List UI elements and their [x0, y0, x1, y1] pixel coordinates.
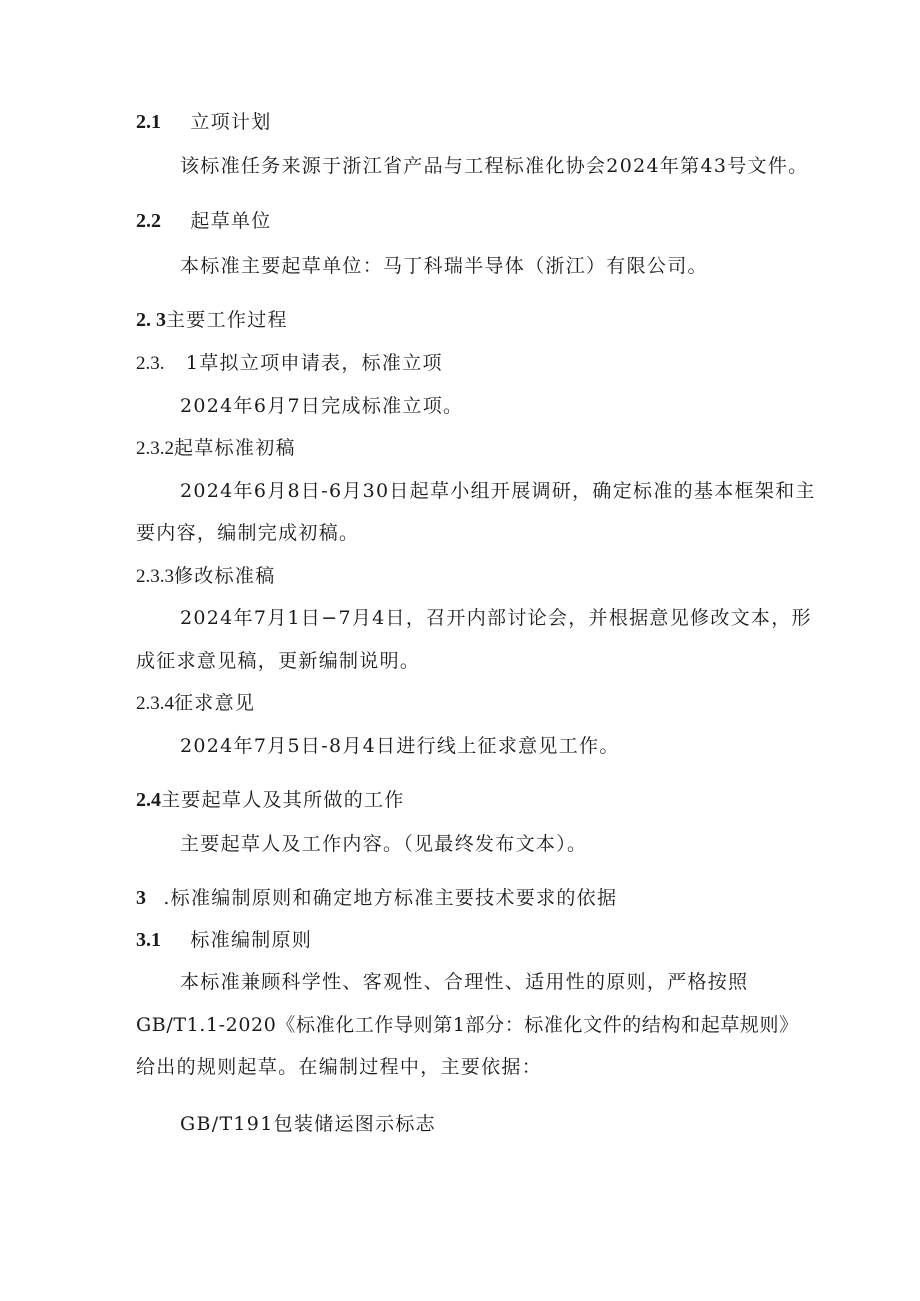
heading-number: 3.1	[136, 929, 161, 951]
paragraph-2-1: 该标准任务来源于浙江省产品与工程标准化协会2024年第43号文件。	[180, 155, 809, 177]
heading-2-3	[136, 308, 288, 332]
heading-2-1	[136, 110, 272, 134]
paragraph-2-2: 本标准主要起草单位：马丁科瑞半导体（浙江）有限公司。	[180, 255, 708, 277]
paragraph-2-3-3-line2: 成征求意见稿，更新编制说明。	[136, 650, 421, 672]
subheading-title: 征求意见	[174, 692, 256, 714]
heading-number: 3	[136, 887, 146, 909]
paragraph-3-1-line1: 本标准兼顾科学性、客观性、合理性、适用性的原则，严格按照	[180, 971, 749, 993]
paragraph-2-3-2-line1: 2024年6月8日-6月30日起草小组开展调研，确定标准的基本框架和主	[180, 480, 816, 502]
heading-number: 2.2	[136, 210, 161, 232]
paragraph-2-3-1: 2024年6月7日完成标准立项。	[180, 395, 464, 417]
subheading-number: 2.3.	[136, 353, 165, 374]
subheading-2-3-3	[136, 564, 276, 589]
paragraph-3-1-line2: GB/T1.1-2020《标准化工作导则第1部分：标准化文件的结构和起草规则》	[136, 1014, 799, 1036]
subheading-number: 2.3.2	[136, 438, 174, 459]
subheading-number: 2.3.4	[136, 693, 174, 714]
subheading-number: 2.3.3	[136, 566, 174, 587]
heading-number: 2.1	[136, 111, 161, 133]
paragraph-2-3-2-line2: 要内容，编制完成初稿。	[136, 522, 360, 544]
heading-title: 立项计划	[190, 111, 272, 133]
paragraph-2-3-4: 2024年7月5日-8月4日进行线上征求意见工作。	[180, 735, 620, 757]
heading-3	[136, 886, 617, 910]
subheading-title: 修改标准稿	[174, 565, 276, 587]
subheading-2-3-2	[136, 436, 296, 461]
paragraph-3-1-line3: 给出的规则起草。在编制过程中，主要依据：	[136, 1056, 543, 1078]
paragraph-2-3-3-line1: 2024年7月1日−7月4日，召开内部讨论会，并根据意见修改文本，形	[180, 607, 812, 629]
subheading-title: 起草标准初稿	[174, 437, 296, 459]
heading-number: 2.4	[136, 789, 161, 811]
heading-number: 2. 3	[136, 309, 166, 331]
subheading-2-3-4	[136, 691, 255, 716]
subheading-2-3-1	[136, 351, 443, 376]
paragraph-2-4: 主要起草人及工作内容。（见最终发布文本）。	[180, 833, 588, 855]
heading-2-2	[136, 209, 272, 233]
subheading-title: 1草拟立项申请表，标准立项	[185, 352, 443, 374]
heading-title: .标准编制原则和确定地方标准主要技术要求的依据	[163, 887, 618, 909]
heading-2-4	[136, 788, 405, 812]
heading-title: 起草单位	[190, 210, 272, 232]
heading-title: 主要起草人及其所做的工作	[161, 789, 405, 811]
heading-title: 标准编制原则	[190, 929, 313, 951]
reference-standard: GB/T191包装储运图示标志	[180, 1113, 436, 1135]
heading-title: 主要工作过程	[166, 309, 288, 331]
heading-3-1	[136, 928, 312, 952]
